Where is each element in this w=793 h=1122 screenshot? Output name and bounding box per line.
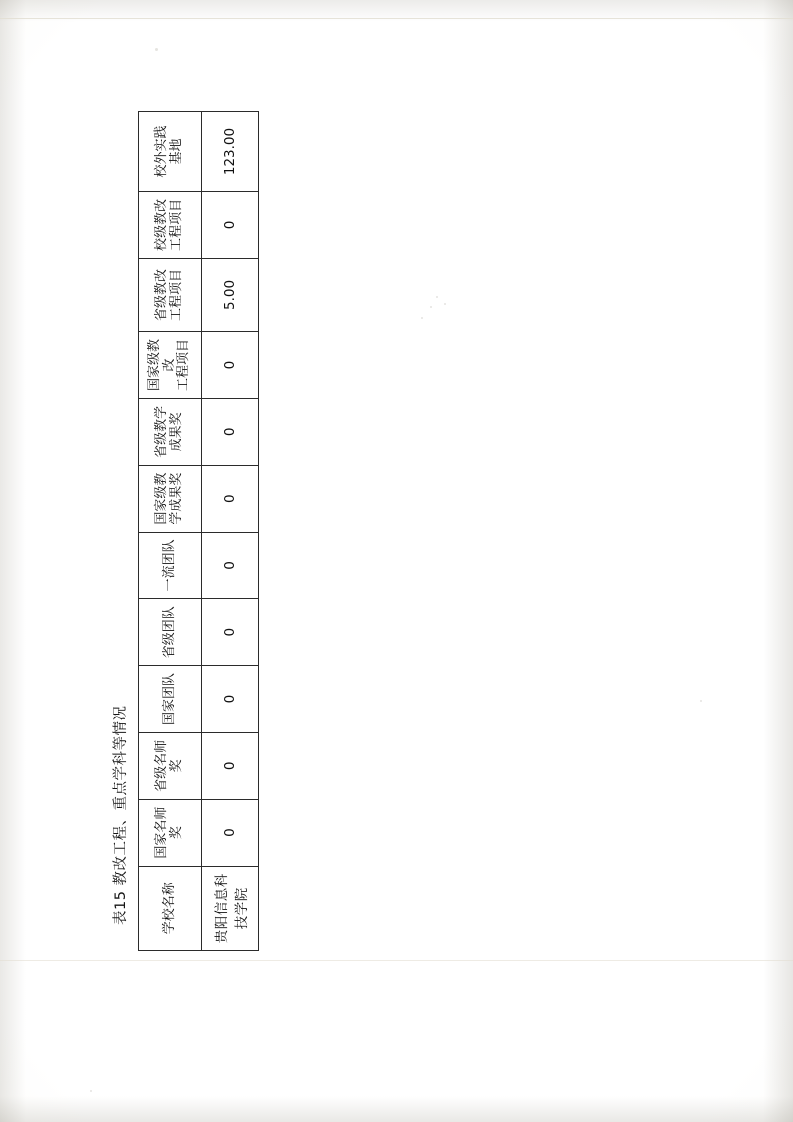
cell-school-reform-project: 0 — [201, 192, 258, 259]
cell-off-campus-base: 123.00 — [201, 112, 258, 192]
column-header-off-campus-base: 校外实践 基地 — [138, 112, 201, 192]
table-caption: 表15 教改工程、重点学科等情况 — [112, 705, 129, 925]
column-header-national-teaching-award: 国家级教 学成果奖 — [138, 465, 201, 532]
statistics-table — [138, 111, 259, 951]
cell-national-teacher-award: 0 — [201, 799, 258, 866]
cell-provincial-reform-project: 5.00 — [201, 258, 258, 331]
cell-school-name: 贵阳信息科技学院 — [201, 866, 258, 950]
column-header-provincial-teacher-award: 省级名师奖 — [138, 732, 201, 799]
column-header-school: 学校名称 — [138, 866, 201, 950]
cell-national-team: 0 — [201, 666, 258, 733]
document-body — [77, 71, 717, 1051]
column-header-school-reform-project: 校级教改 工程项目 — [138, 192, 201, 259]
column-header-national-team: 国家团队 — [138, 666, 201, 733]
column-header-national-teacher-award: 国家名师奖 — [138, 799, 201, 866]
cell-provincial-team: 0 — [201, 599, 258, 666]
cell-first-class-team: 0 — [201, 532, 258, 599]
table-row — [201, 112, 258, 951]
column-header-first-class-team: 一流团队 — [138, 532, 201, 599]
cell-provincial-teacher-award: 0 — [201, 732, 258, 799]
cell-national-teaching-award: 0 — [201, 465, 258, 532]
cell-national-reform-project: 0 — [201, 332, 258, 399]
cell-provincial-teaching-award: 0 — [201, 398, 258, 465]
column-header-provincial-reform-project: 省级教改 工程项目 — [138, 258, 201, 331]
column-header-provincial-teaching-award: 省级教学 成果奖 — [138, 398, 201, 465]
table-header-row — [138, 112, 201, 951]
column-header-provincial-team: 省级团队 — [138, 599, 201, 666]
column-header-national-reform-project: 国家级教改 工程项目 — [138, 332, 201, 399]
